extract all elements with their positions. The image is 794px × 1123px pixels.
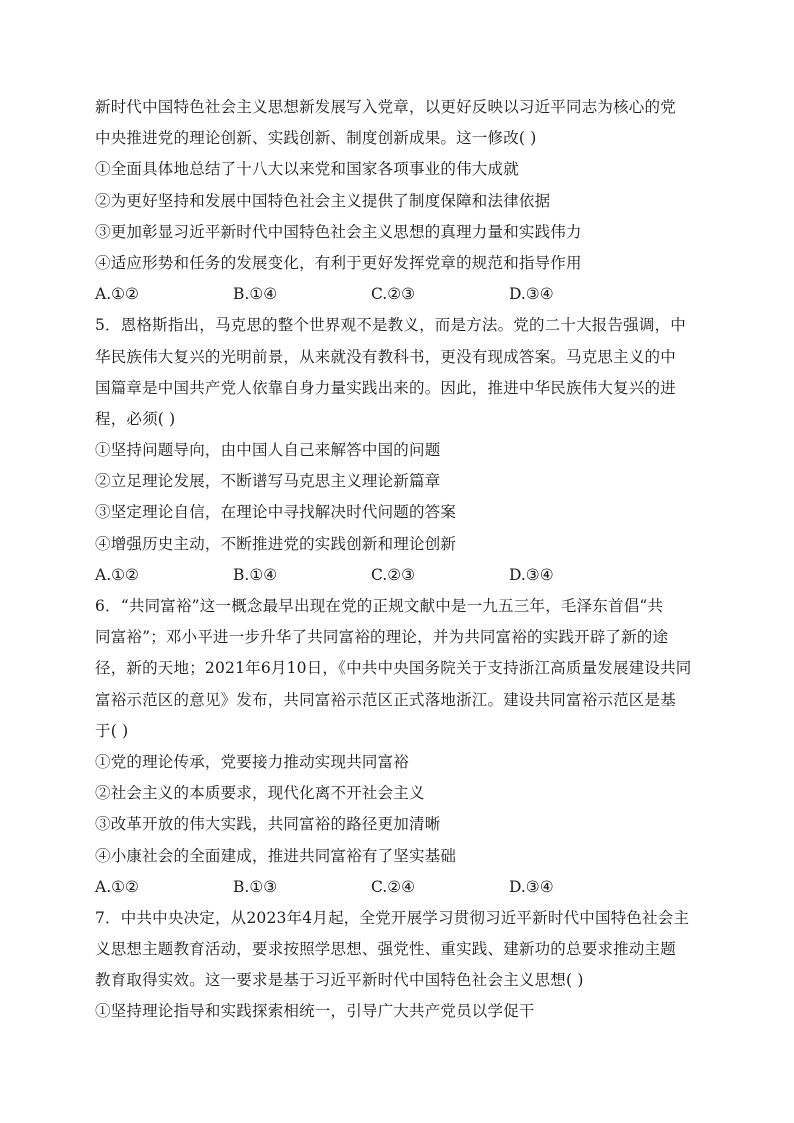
question-stem-line: 华民族伟大复兴的光明前景，从来就没有教科书，更没有现成答案。马克思主义的中 bbox=[95, 347, 676, 366]
statement-item: ④增强历史主动，不断推进党的实践创新和理论创新 bbox=[95, 534, 457, 553]
answer-option-a: A.①② bbox=[95, 565, 139, 584]
answer-options bbox=[95, 279, 700, 310]
statement-item: ④小康社会的全面建成，推进共同富裕有了坚实基础 bbox=[95, 846, 457, 865]
statement-item: ①坚持问题导向，由中国人自己来解答中国的问题 bbox=[95, 441, 441, 460]
statement-item: ③更加彰显习近平新时代中国特色社会主义思想的真理力量和实践伟力 bbox=[95, 222, 582, 241]
statement-item: ③坚定理论自信，在理论中寻找解决时代问题的答案 bbox=[95, 503, 457, 522]
question-stem-line: 程，必须( ) bbox=[95, 409, 176, 428]
statement-item: ①党的理论传承，党要接力推动实现共同富裕 bbox=[95, 752, 410, 771]
statement-item: ②社会主义的本质要求，现代化离不开社会主义 bbox=[95, 784, 425, 803]
question-block bbox=[95, 310, 700, 591]
question-stem-line: 5．恩格斯指出，马克思的整个世界观不是教义，而是方法。党的二十大报告强调，中 bbox=[95, 316, 686, 335]
question-stem-line: 中央推进党的理论创新、实践创新、制度创新成果。这一修改( ) bbox=[95, 129, 537, 148]
answer-option-d: D.③④ bbox=[509, 877, 554, 896]
question-stem-line: 义思想主题教育活动，要求按照学思想、强党性、重实践、建新功的总要求推动主题 bbox=[95, 940, 676, 959]
answer-option-c: C.②③ bbox=[371, 285, 416, 304]
question-block bbox=[95, 591, 700, 903]
answer-options bbox=[95, 872, 700, 903]
answer-option-d: D.③④ bbox=[509, 565, 554, 584]
answer-option-d: D.③④ bbox=[509, 285, 554, 304]
answer-options bbox=[95, 560, 700, 591]
question-stem-line: 径，新的天地；2021年6月10日，《中共中央国务院关于支持浙江高质量发展建设共同 bbox=[95, 659, 692, 678]
question-block bbox=[95, 92, 700, 310]
answer-option-a: A.①② bbox=[95, 285, 139, 304]
statement-item: ②立足理论发展，不断谱写马克思主义理论新篇章 bbox=[95, 472, 441, 491]
statement-item: ①全面具体地总结了十八大以来党和国家各项事业的伟大成就 bbox=[95, 160, 519, 179]
answer-option-b: B.①④ bbox=[233, 285, 278, 304]
question-stem-line: 国篇章是中国共产党人依靠自身力量实践出来的。因此，推进中华民族伟大复兴的进 bbox=[95, 378, 676, 397]
question-stem-line: 新时代中国特色社会主义思想新发展写入党章，以更好反映以习近平同志为核心的党 bbox=[95, 98, 676, 116]
question-stem-line: 同富裕”；邓小平进一步升华了共同富裕的理论，并为共同富裕的实践开辟了新的途 bbox=[95, 628, 669, 647]
question-content bbox=[95, 92, 700, 1028]
answer-option-a: A.①② bbox=[95, 877, 139, 896]
statement-item: ③改革开放的伟大实践，共同富裕的路径更加清晰 bbox=[95, 815, 441, 834]
question-stem-line: 富裕示范区的意见》发布，共同富裕示范区正式落地浙江。建设共同富裕示范区是基 bbox=[95, 690, 676, 709]
answer-option-c: C.②③ bbox=[371, 565, 416, 584]
question-stem-line: 于( ) bbox=[95, 721, 129, 740]
answer-option-b: B.①③ bbox=[233, 877, 278, 896]
statement-item: ①坚持理论指导和实践探索相统一，引导广大共产党员以学促干 bbox=[95, 1002, 535, 1021]
statement-item: ②为更好坚持和发展中国特色社会主义提供了制度保障和法律依据 bbox=[95, 191, 551, 210]
statement-item: ④适应形势和任务的发展变化，有利于更好发挥党章的规范和指导作用 bbox=[95, 253, 582, 272]
answer-option-b: B.①④ bbox=[233, 565, 278, 584]
question-block bbox=[95, 903, 700, 1028]
answer-option-c: C.②④ bbox=[371, 877, 416, 896]
question-stem-line: 教育取得实效。这一要求是基于习近平新时代中国特色社会主义思想( ) bbox=[95, 971, 584, 990]
question-stem-line: 6．“共同富裕”这一概念最早出现在党的正规文献中是一九五三年，毛泽东首倡“共 bbox=[95, 597, 664, 615]
question-stem-line: 7．中共中央决定，从2023年4月起，全党开展学习贯彻习近平新时代中国特色社会主 bbox=[95, 908, 690, 927]
